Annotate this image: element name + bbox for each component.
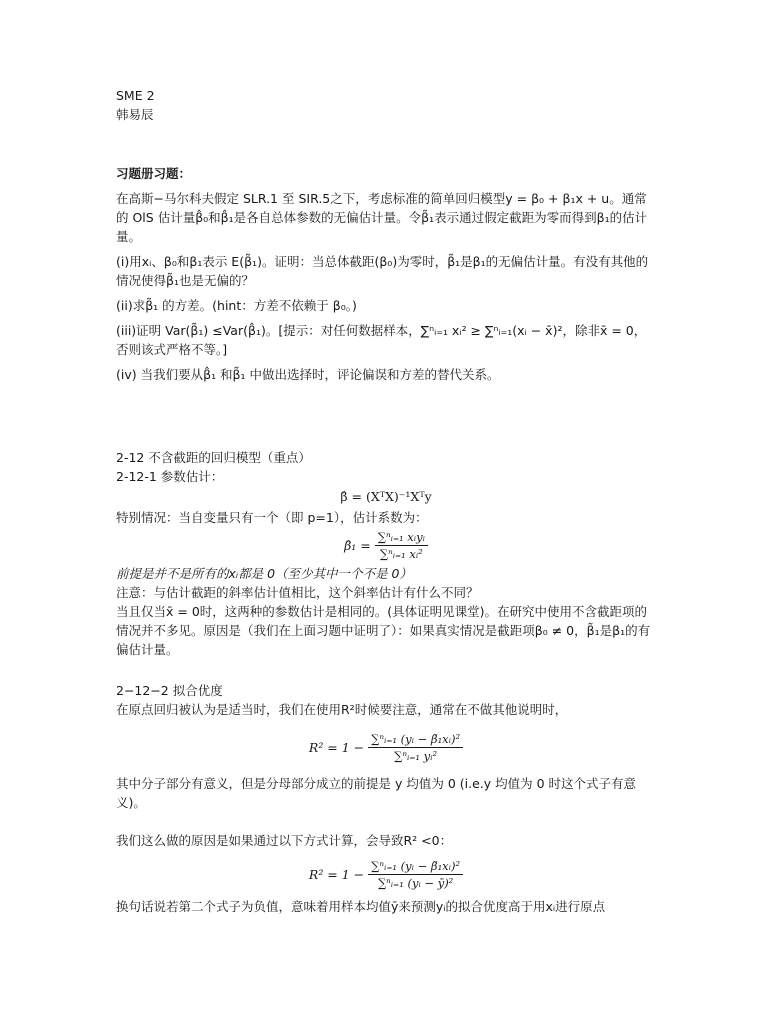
formula-r-squared-centered bbox=[116, 858, 656, 891]
goodness-of-fit-intro: 在原点回归被认为是适当时，我们在使用R²时候要注意，通常在不做其他说明时， bbox=[116, 702, 568, 717]
formula-r2-numerator: ∑ⁿᵢ₌₁ (yᵢ − β̃₁xᵢ)² bbox=[368, 731, 463, 748]
formula-r-squared-origin bbox=[116, 731, 656, 764]
exercise-intro: 在高斯−马尔科夫假定 SLR.1 至 SIR.5之下，考虑标准的简单回归模型y = β₀ + β₁x + u。通常的 OlS 估计量β̂₀和β̂₁是各自总体参数的无偏估计量。令β̃₁表示通过假定截距为零而得到β₁的估计量。 bbox=[116, 191, 648, 244]
formula-slope-denominator: ∑ⁿᵢ₌₁ xᵢ² bbox=[379, 547, 423, 561]
formula-r2c-denominator: ∑ⁿᵢ₌₁ (yᵢ − ȳ)² bbox=[377, 876, 454, 890]
reason-text: 我们这么做的原因是如果通过以下方式计算，会导致R² <0： bbox=[116, 833, 453, 848]
exercise-question-1: (i)用xᵢ、β₀和β₁表示 E(β̃₁)。证明：当总体截距(β₀)为零时，β̃₁是β₁的无偏估计量。有没有其他的情况使得β̃₁也是无偏的？ bbox=[116, 254, 649, 288]
formula-slope-numerator: ∑ⁿᵢ₌₁ xᵢyᵢ bbox=[375, 529, 428, 546]
document-page bbox=[116, 86, 656, 916]
exercise-question-2: (ii)求β̃₁ 的方差。(hint：方差不依赖于 β₀。) bbox=[116, 298, 357, 313]
formula-r2-lhs: R² = 1 − bbox=[308, 739, 365, 755]
formula-r2-fraction bbox=[368, 731, 463, 764]
section-2-12-1-title: 2-12-1 参数估计： bbox=[116, 469, 224, 484]
exercise-question-3: (iii)证明 Var(β̃₁) ≤Var(β̂₁)。[提示：对任何数据样本，∑ⁿᵢ₌₁ xᵢ² ≥ ∑ⁿᵢ₌₁(xᵢ − x̄)²，除非x̄ = 0，否则该式严格不等。] bbox=[116, 323, 647, 357]
section-2-12-2-title: 2−12−2 拟合优度 bbox=[116, 683, 223, 698]
author-name: 韩易辰 bbox=[116, 107, 154, 122]
formula-r2c-fraction bbox=[368, 858, 463, 891]
formula-ols-matrix: β̂ = (XᵀX)⁻¹Xᵀy bbox=[340, 489, 432, 504]
formula-r2-denominator: ∑ⁿᵢ₌₁ yᵢ² bbox=[394, 749, 438, 763]
formula-r2c-numerator: ∑ⁿᵢ₌₁ (yᵢ − β̃₁xᵢ)² bbox=[368, 858, 463, 875]
formula-slope-lhs: β̂₁ = bbox=[344, 537, 371, 553]
formula-slope-no-intercept bbox=[116, 529, 656, 562]
section-2-12-title: 2-12 不含截距的回归模型（重点） bbox=[116, 450, 311, 465]
premise-text: 前提是并不是所有的xᵢ都是 0（至少其中一个不是 0） bbox=[116, 566, 412, 581]
exercise-title: 习题册习题： bbox=[116, 166, 192, 181]
conclusion-text: 换句话说若第二个式子为负值，意味着用样本均值ȳ来预测yᵢ的拟合优度高于用xᵢ进行原点 bbox=[116, 899, 606, 914]
explanation-text: 当且仅当x̄ = 0时，这两种的参数估计是相同的。(具体证明见课堂)。在研究中使用不含截距项的情况并不多见。原因是（我们在上面习题中证明了）：如果真实情况是截距项β₀ ≠ 0，β̃₁是β₁的有偏估计量。 bbox=[116, 604, 651, 657]
note-text: 注意：与估计截距的斜率估计值相比，这个斜率估计有什么不同？ bbox=[116, 585, 479, 600]
formula-r2c-lhs: R² = 1 − bbox=[308, 866, 365, 882]
special-case-text: 特别情况：当自变量只有一个（即 p=1），估计系数为： bbox=[116, 510, 428, 525]
exercise-question-4: (iv) 当我们要从β̂₁ 和β̃₁ 中做出选择时，评论偏误和方差的替代关系。 bbox=[116, 367, 500, 382]
meaning-text: 其中分子部分有意义，但是分母部分成立的前提是 y 均值为 0 (i.e.y 均值为 0 时这个式子有意义)。 bbox=[116, 776, 637, 810]
course-code: SME 2 bbox=[116, 88, 155, 103]
formula-slope-fraction bbox=[375, 529, 428, 562]
